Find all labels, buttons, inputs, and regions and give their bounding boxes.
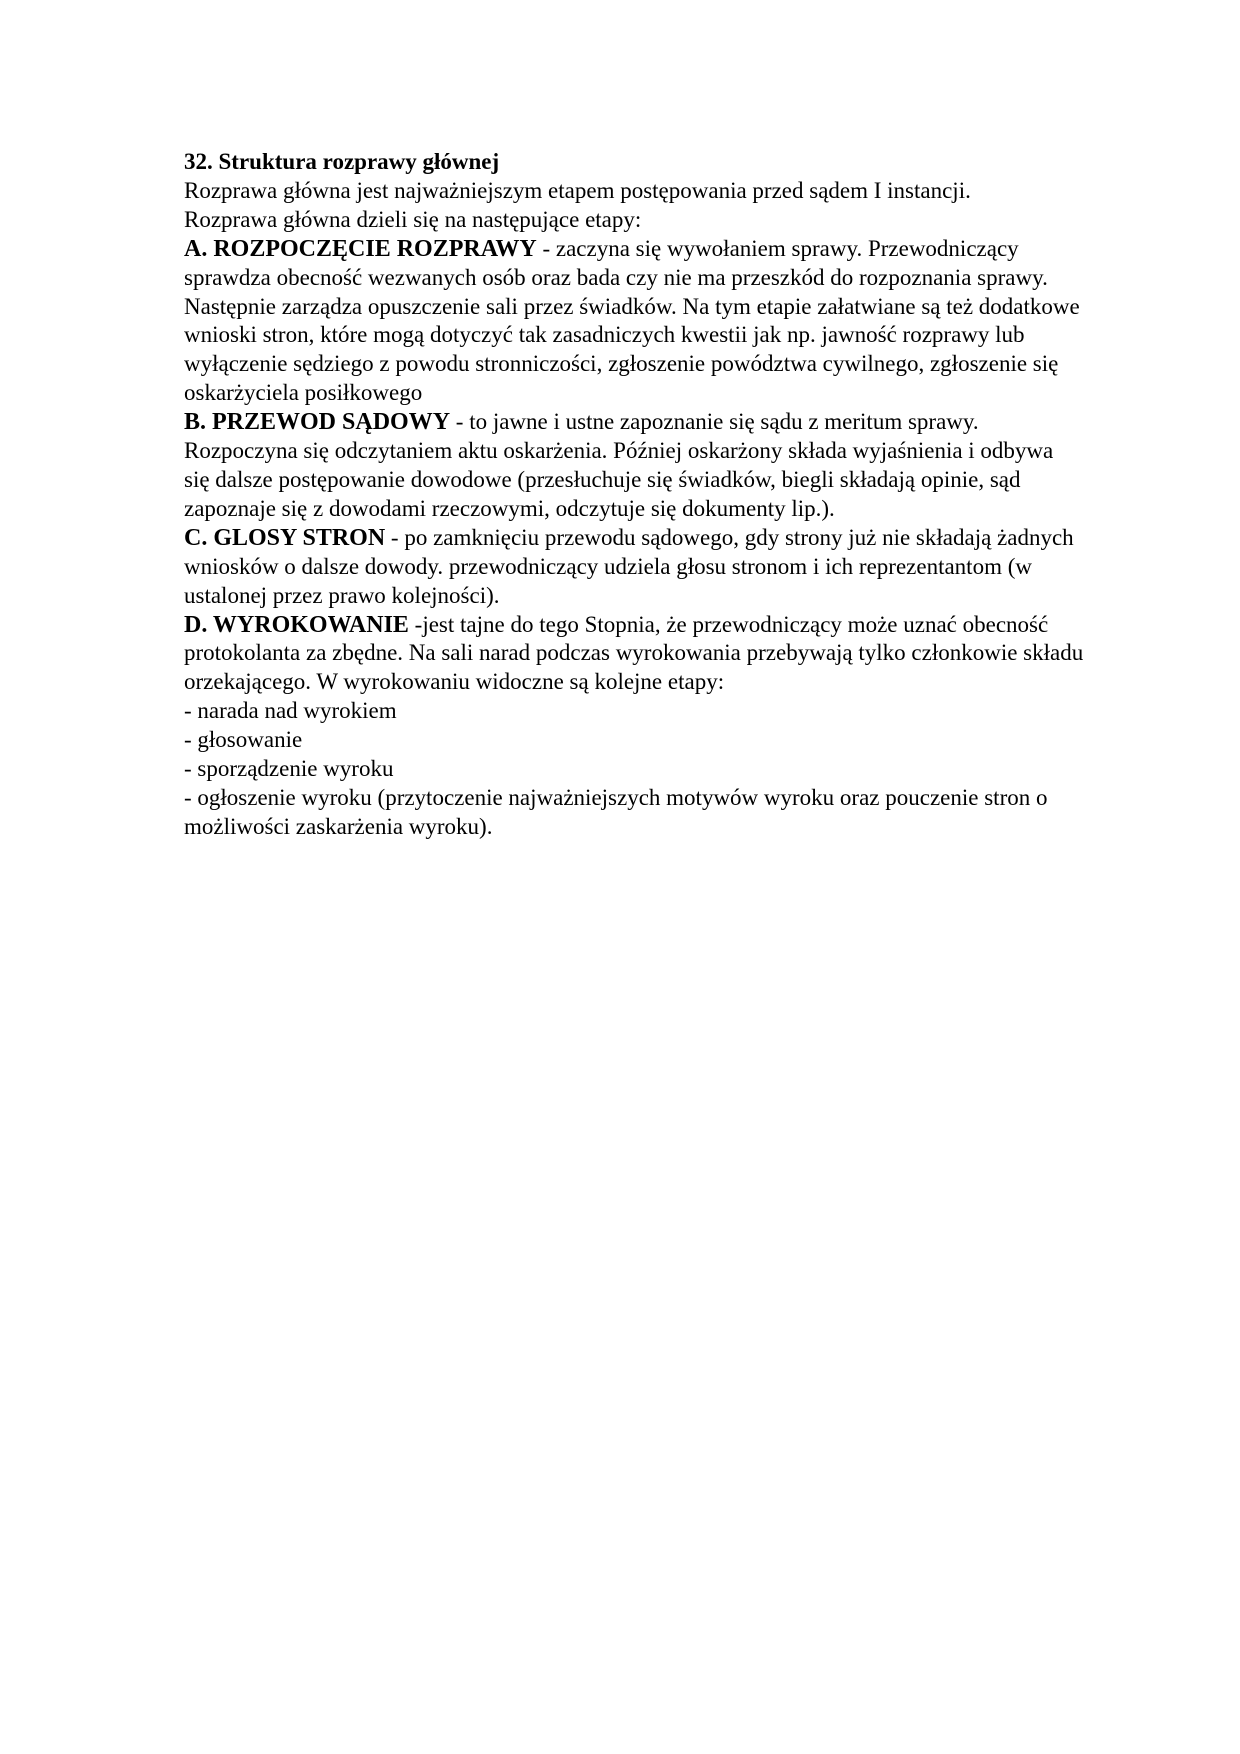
- section-a-text: - zaczyna się wywołaniem sprawy. Przewodniczący sprawdza obecność wezwanych osób oraz bada czy nie ma przeszkód do rozpoznania sprawy. Następnie zarządza opuszczenie sali przez świadków. Na tym etapie załatwiane są też dodatkowe wnioski stron, które mogą dotyczyć tak zasadniczych kwestii jak np. jawność rozprawy lub wyłączenie sędziego z powodu stronniczości, zgłoszenie powództwa cywilnego, zgłoszenie się oskarżyciela posiłkowego: [184, 235, 1080, 406]
- step-item-2: - głosowanie: [184, 727, 303, 753]
- intro-line-1: Rozprawa główna jest najważniejszym etapem postępowania przed sądem I instancji.: [184, 177, 971, 203]
- section-c: [184, 524, 1084, 611]
- section-c-heading: C. GLOSY STRON: [184, 524, 386, 551]
- document-body: [184, 148, 1084, 842]
- section-b-heading: B. PRZEWOD SĄDOWY: [184, 409, 451, 436]
- section-a: [184, 235, 1084, 408]
- section-b-text: - to jawne i ustne zapoznanie się sądu z meritum sprawy. Rozpoczyna się odczytaniem aktu oskarżenia. Później oskarżony składa wyjaśnienia i odbywa się dalsze postępowanie dowodowe (przesłuchuje się świadków, biegli składają opinie, sąd zapoznaje się z dowodami rzeczowymi, odczytuje się dokumenty lip.).: [184, 409, 1054, 521]
- section-d-heading: D. WYROKOWANIE: [184, 611, 409, 638]
- step-item-1: - narada nad wyrokiem: [184, 698, 397, 724]
- section-a-heading: A. ROZPOCZĘCIE ROZPRAWY: [184, 235, 537, 262]
- intro-line-2: Rozprawa główna dzieli się na następujące etapy:: [184, 206, 642, 232]
- section-b: [184, 408, 1084, 524]
- step-item-3: - sporządzenie wyroku: [184, 756, 394, 782]
- section-d: [184, 611, 1084, 698]
- document-title: 32. Struktura rozprawy głównej: [184, 149, 500, 174]
- section-d-text: -jest tajne do tego Stopnia, że przewodniczący może uznać obecność protokolanta za zbędne. Na sali narad podczas wyrokowania przebywają tylko członkowie składu orzekającego. W wyrokowaniu widoczne są kolejne etapy:: [184, 611, 1084, 695]
- section-c-text: - po zamknięciu przewodu sądowego, gdy strony już nie składają żadnych wniosków o dalsze dowody. przewodniczący udziela głosu stronom i ich reprezentantom (w ustalonej przez prawo kolejności).: [184, 524, 1074, 608]
- step-item-4: - ogłoszenie wyroku (przytoczenie najważniejszych motywów wyroku oraz pouczenie stron o możliwości zaskarżenia wyroku).: [184, 784, 1048, 839]
